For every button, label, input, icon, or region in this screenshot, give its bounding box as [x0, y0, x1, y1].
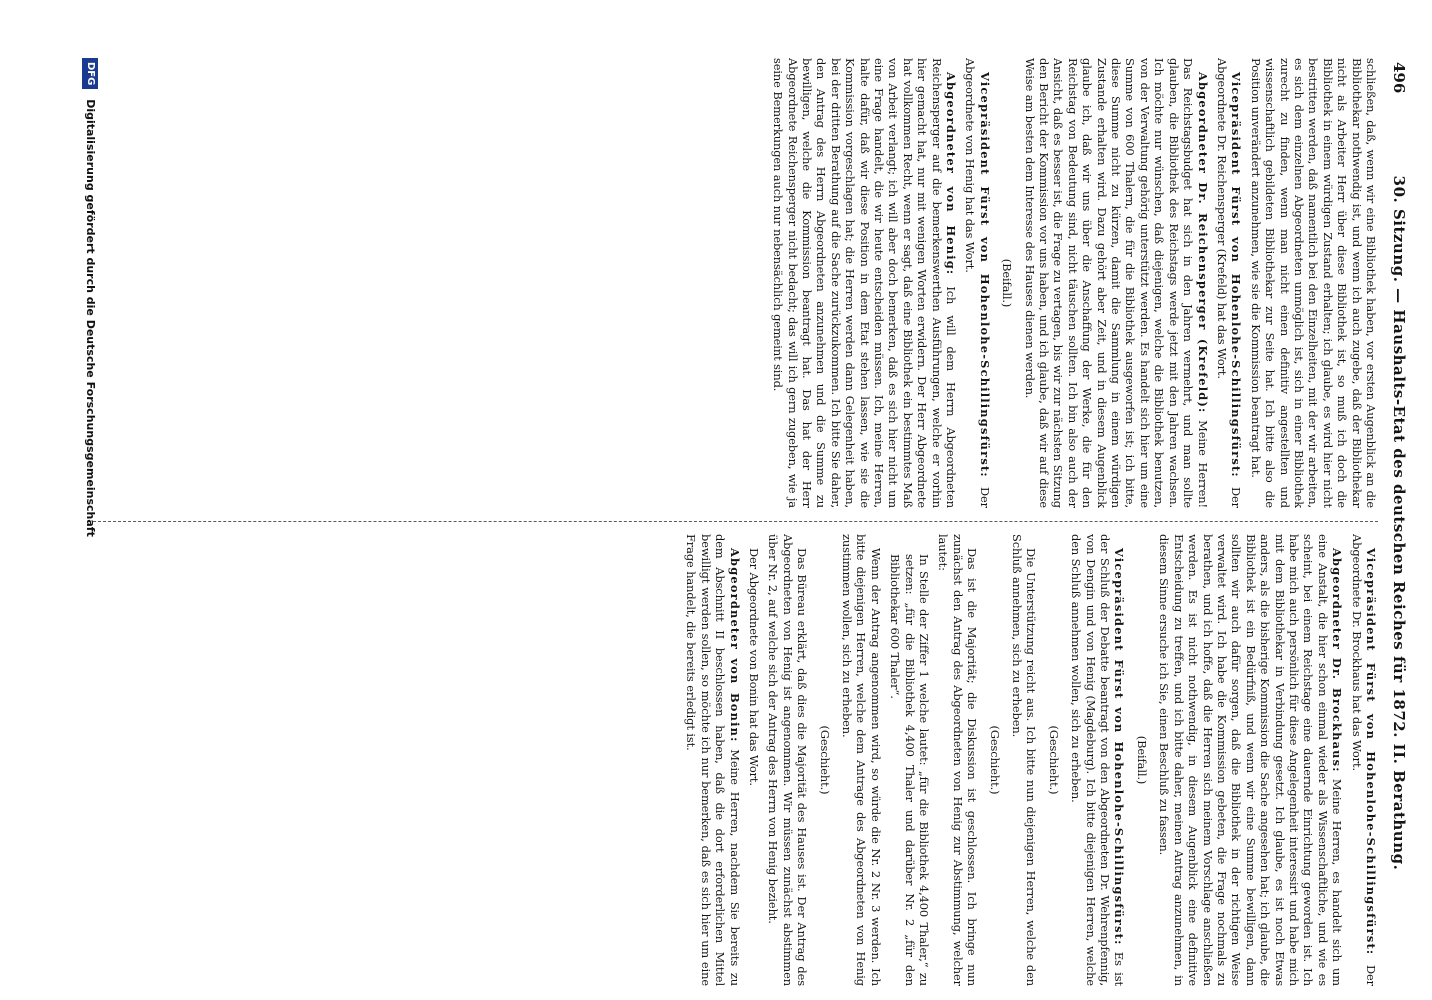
speaker-name: Abgeordneter von Bonin: [727, 548, 742, 743]
stage-direction: (Geschieht.) [1046, 725, 1061, 795]
page-content [80, 58, 1412, 988]
running-title: 30. Sitzung. — Haushalts-Etat des deutschen Reiches für 1872. II. Berathung. [1390, 175, 1408, 871]
paragraph [1010, 534, 1039, 986]
paragraph [840, 534, 883, 986]
paragraph [766, 534, 809, 986]
paragraph-text: Es ist der Schluß der Debatte beantragt von den Abgeordneten Dr. Wehrenpfennig, von Dengin und von Henig (Magdeburg). Ich bitte diejenigen Herren, welche den Schluß annehmen wollen, sich zu erheben. [1069, 534, 1127, 986]
paragraph [747, 534, 761, 986]
paragraph-text: Meine Herren, nachdem Sie bereits zu dem Abschnitt II beschlossen haben, daß die dort erforderlichen Mittel bewilligt werden sollen, so möchte ich nur bemerken, daß es sich hier um eine Frage handelt, die bereits erledigt ist. [684, 534, 742, 986]
speaker-name: Vicepräsident Fürst von Hohenlohe-Schillingsfürst: [1364, 548, 1378, 956]
paragraph [1248, 58, 1378, 508]
paragraph [1349, 534, 1378, 986]
paragraph [1022, 58, 1209, 508]
speaker-name: Abgeordneter von Henig: [944, 72, 959, 276]
paragraph-text: Die Unterstützung reicht aus. Ich bitte nun diejenigen Herren, welche den Schluß annehmen, sich zu erheben. [1010, 534, 1039, 986]
speaker-name: Abgeordneter Dr. Reichensperger (Krefeld): [1195, 72, 1210, 414]
stage-direction: (Beifall.) [1134, 735, 1149, 785]
page-header [1386, 58, 1412, 988]
paragraph-text: Der Abgeordnete von Bonin hat das Wort. [746, 548, 761, 786]
dfg-logo-icon: DFG [82, 58, 98, 89]
speaker-name: Vicepräsident Fürst von Hohenlohe-Schillingsfürst: [1229, 72, 1244, 478]
paragraph [684, 534, 742, 986]
paragraph-text: Meine Herren! Das Reichstagsbudget hat sich in den Jahren vermehrt, und man sollte glauben, die Bibliothek des Reichstags werde jetzt mit den Jahren wachsen. Ich möchte nur wünschen, daß diejenigen, welche die Bibliothek benutzen, von der Verwaltung gehörig unterstützt werden. Es handelt sich hier um eine Summe von 600 Thalern, die für die Bibliothek ausgeworfen ist; ich bitte, diese Summe nicht zu kürzen, damit die Sammlung in einem würdigen Zustande erhalten wird. Dazu gehört aber Zeit, und in diesem Augenblick glaube ich, daß wir uns über die Anschaffung der Werke, die für den Reichstag von Bedeutung sind, nicht täuschen sollten. Ich bin also auch der Ansicht, daß es besser ist, die Frage zu vertagen, bis wir zur nächsten Sitzung den Bericht der Kommission vor uns haben, und ich glaube, daß wir auf diese Weise am besten dem Interesse des Hauses dienen werden. [1022, 58, 1210, 508]
paragraph-text: schließen, daß, wenn wir eine Bibliothek haben, vor ersten Augenblick an die Bibliothekar nothwendig ist, und wenn ich auch zugebe, daß der Bibliothekar nicht als Arbeiter Herr über diese Bibliothek ist, so muß ich doch die Bibliothek in einem würdigen Zustand erhalten; ich glaube, es wird hier nicht bestritten werden, daß namentlich bei den Einzelheiten, mit der wir arbeiten, es sich dem einzelnen Abgeordneten unmöglich ist, sich in einer Bibliothek zurecht zu finden, wenn man nicht einen definitiv angestellten und wissenschaftlich gebildeten Bibliothekar zur Seite hat. Ich bitte also die Position unverändert anzunehmen, wie sie die Kommission beantragt hat. [1248, 58, 1378, 508]
paragraph [1157, 534, 1344, 986]
paragraph-text: Das Büreau erklärt, daß dies die Majorität des Hauses ist. Der Antrag des Abgeordneten von Henig ist angenommen. Wir müssen zunächst abstimmen über Nr. 2, auf welche sich der Antrag des Herrn von Henig bezieht. [766, 534, 810, 986]
paragraph [963, 58, 992, 508]
stage-direction: (Geschieht.) [817, 725, 832, 795]
paragraph-text: Ich will dem Herrn Abgeordneten Reichensperger auf die bemerkenswerthen Ausführungen, welche er vorhin hier gemacht hat, nur mit wenigen Worten erwidern. Der Herr Abgeordnete hat vollkommen Recht, wenn er sagt, daß eine Bibliothek ein bestimmtes Maß von Arbeit verlangt; ich will aber doch bemerken, daß es sich hier nicht um eine Frage handelt, die wir heute entscheiden müssen. Ich, meine Herren, halte dafür, daß wir diese Position in dem Etat stehen lassen, wie sie die Kommission vorgeschlagen hat; die Herren werden dann Gelegenheit haben, bei der dritten Berathung auf die Sache zurückzukommen. Ich bitte Sie daher, den Antrag des Herrn Abgeordneten anzunehmen und die Summe zu bewilligen, welche die Kommission beantragt hat. Das hat der Herr Abgeordnete Reichensperger nicht bedacht; das will ich gern zugeben, wie ja seine Bemerkungen auch nur nebensächlich gemeint sind. [771, 58, 959, 508]
stage-direction: (Geschieht.) [987, 725, 1002, 795]
paragraph-text: Meine Herren, es handelt sich um eine Anstalt, die hier schon einmal wieder als Wissenschaftliche, und wie es scheint, bei einem Reichstage eine dauernde Einrichtung geworden ist. Ich habe mich auch persönlich für diese Angelegenheit interessirt und habe mich mit dem Bibliothekar in Verbindung gesetzt. Ich glaube, es ist noch Etwas anders, als die bisherige Kommission die Sache angesehen hat; ich glaube, die Bibliothek ist ein Bedürfniß, und wenn wir eine Summe bewilligen, dann sollten wir auch dafür sorgen, daß die Bibliothek in der richtigen Weise verwaltet wird. Ich habe die Kommission gebeten, die Frage nochmals zu berathen, und ich hoffe, daß die Herren sich meinem Vorschlage anschließen werden. Es ist nicht nothwendig, in diesem Augenblick eine definitive Entscheidung zu treffen, und ich bitte daher, meinen Antrag anzunehmen, in diesem Sinne ersuche ich Sie, einen Beschluß zu fassen. [1157, 534, 1345, 986]
page-number: 496 [1390, 62, 1408, 94]
paragraph-text: Der Abgeordnete von Henig hat das Wort. [963, 58, 992, 508]
paragraph-text: Wenn der Antrag angenommen wird, so würde die Nr. 2 Nr. 3 werden. Ich bitte diejenigen Herren, welche dem Antrage des Abgeordneten von Henig zustimmen wollen, sich zu erheben. [840, 534, 883, 986]
motion-text: In Stelle der Ziffer 1 welche lautet: „für die Bibliothek 4,400 Thaler,“ zu setzen: „für die Bibliothek 4,400 Thaler und darüber Nr. 2 „für den Bibliothekar 600 Thaler“. [888, 554, 932, 986]
paragraph [1069, 534, 1127, 986]
paragraph-text: Das ist die Majorität; die Diskussion ist geschlossen. Ich bringe nun zunächst den Antrag des Abgeordneten von Henig zur Abstimmung, welcher lautet: [936, 534, 980, 986]
speaker-name: Vicepräsident Fürst von Hohenlohe-Schillingsfürst: [977, 72, 992, 478]
paragraph-text: Der Abgeordnete Dr. Reichensperger (Krefeld) hat das Wort. [1214, 58, 1244, 508]
stage-direction: (Beifall.) [1000, 258, 1015, 308]
footer-text: Digitalisierung gefördert durch die Deutsche Forschungsgemeinschaft [84, 99, 97, 537]
paragraph [936, 534, 979, 986]
paragraph-text: Der Abgeordnete Dr. Brockhaus hat das Wort. [1349, 534, 1378, 986]
paragraph [1215, 58, 1244, 508]
left-column [88, 58, 1378, 508]
right-column [88, 534, 1378, 986]
paragraph [771, 58, 958, 508]
speaker-name: Abgeordneter Dr. Brockhaus: [1330, 548, 1345, 773]
digitization-footer [80, 58, 100, 988]
column-divider [88, 521, 1378, 522]
speaker-name: Vicepräsident Fürst von Hohenlohe-Schillingsfürst: [1112, 548, 1127, 946]
